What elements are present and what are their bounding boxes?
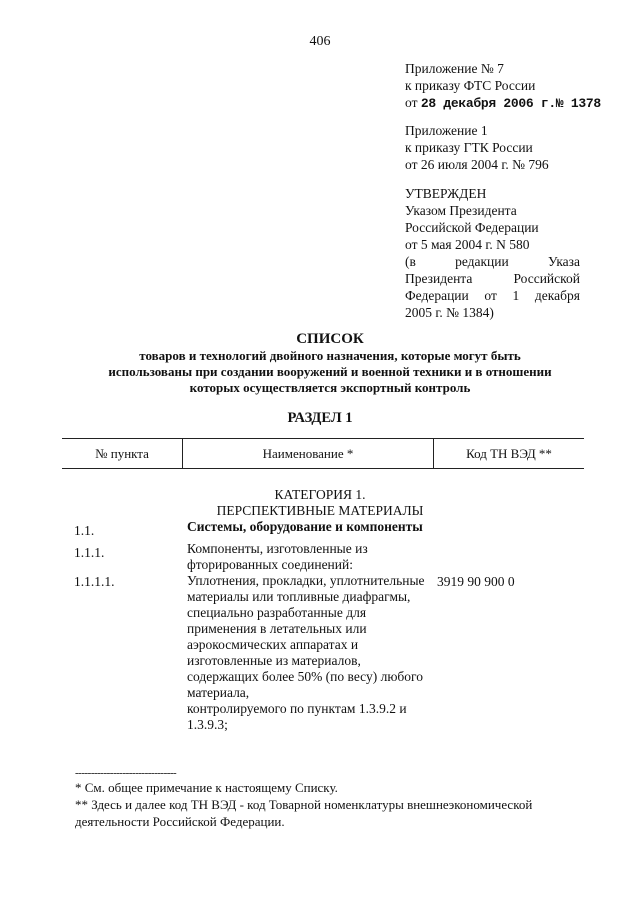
item-name-line: фторированных соединений: bbox=[187, 557, 353, 572]
approved-line-6 bbox=[405, 270, 580, 287]
approved-line-7 bbox=[405, 287, 580, 304]
category-heading bbox=[180, 487, 460, 519]
item-name-line: контролируемого по пунктам 1.3.9.2 и bbox=[187, 701, 407, 716]
footnotes bbox=[75, 779, 595, 830]
title-sub-1: товаров и технологий двойного назначения, которые могут быть bbox=[139, 348, 521, 363]
appendix-1-date: от 26 июля 2004 г. № 796 bbox=[405, 157, 549, 172]
item-name-line: Уплотнения, прокладки, уплотнительные bbox=[187, 573, 425, 588]
appendix-7-order: к приказу ФТС России bbox=[405, 78, 536, 93]
col-code-header: Код ТН ВЭД ** bbox=[434, 439, 585, 469]
approved-word: Президента bbox=[405, 271, 473, 286]
item-name-line: Компоненты, изготовленные из bbox=[187, 541, 368, 556]
title-sub-2: использованы при создании вооружений и военной техники и в отношении bbox=[108, 364, 552, 379]
category-number: КАТЕГОРИЯ 1. bbox=[274, 487, 366, 502]
col-name-header: Наименование * bbox=[183, 439, 434, 469]
approved-line-4: от 5 мая 2004 г. N 580 bbox=[405, 237, 530, 252]
appendix-7-block bbox=[405, 60, 601, 112]
approved-word: Федерации bbox=[405, 288, 469, 303]
page-number: 406 bbox=[309, 34, 331, 49]
title-sub-3: которых осуществляется экспортный контроль bbox=[189, 380, 471, 395]
item-name-line: применения в летательных или bbox=[187, 621, 367, 636]
appendix-1-title: Приложение 1 bbox=[405, 123, 488, 138]
item-name bbox=[187, 541, 417, 573]
item-number: 1.1.1. bbox=[74, 545, 105, 560]
document-title bbox=[60, 331, 600, 396]
item-name bbox=[187, 573, 425, 733]
item-name bbox=[187, 519, 423, 535]
appendix-7-date-prefix: от bbox=[405, 95, 418, 110]
category-title: ПЕРСПЕКТИВНЫЕ МАТЕРИАЛЫ bbox=[216, 503, 424, 518]
approved-word: 1 bbox=[512, 288, 520, 303]
appendix-7-title: Приложение № 7 bbox=[405, 61, 504, 76]
item-name-line: аэрокосмических аппаратах и bbox=[187, 637, 359, 652]
table-header bbox=[62, 438, 584, 469]
approved-block bbox=[405, 185, 580, 321]
title-main: СПИСОК bbox=[296, 331, 364, 347]
footnote-2-line-1: ** Здесь и далее код ТН ВЭД - код Товарной номенклатуры внешнеэкономической bbox=[75, 797, 533, 812]
item-number: 1.1.1.1. bbox=[74, 574, 115, 589]
item-name-line: содержащих более 50% (по весу) любого bbox=[187, 669, 423, 684]
appendix-1-block bbox=[405, 122, 580, 173]
item-name-line: специально разработанные для bbox=[187, 605, 367, 620]
appendix-1-order: к приказу ГТК России bbox=[405, 140, 533, 155]
approved-word: Указа bbox=[547, 254, 580, 269]
handwritten-date: 28 декабря 2006 г.№ 1378 bbox=[420, 96, 601, 111]
approved-word: редакции bbox=[455, 254, 509, 269]
item-name-line: материала, bbox=[187, 685, 250, 700]
approved-word: декабря bbox=[534, 288, 580, 303]
item-name-line: изготовленные из материалов, bbox=[187, 653, 361, 668]
section-heading: РАЗДЕЛ 1 bbox=[287, 410, 353, 426]
item-code: 3919 90 900 0 bbox=[437, 574, 515, 589]
footnote-2-line-2: деятельности Российской Федерации. bbox=[75, 814, 285, 829]
approved-word: (в bbox=[405, 254, 416, 269]
appendix-7-date bbox=[405, 94, 601, 112]
approved-line-8: 2005 г. № 1384) bbox=[405, 305, 494, 320]
item-number: 1.1. bbox=[74, 523, 95, 538]
approved-word: от bbox=[484, 288, 497, 303]
item-name-line: 1.3.9.3; bbox=[187, 717, 228, 732]
approved-word: Российской bbox=[513, 271, 580, 286]
item-name-line: Системы, оборудование и компоненты bbox=[187, 519, 423, 534]
footnote-1: * См. общее примечание к настоящему Списку. bbox=[75, 780, 338, 795]
approved-line-5 bbox=[405, 253, 580, 270]
approved-heading: УТВЕРЖДЕН bbox=[405, 186, 487, 201]
approved-line-2: Указом Президента bbox=[405, 203, 517, 218]
col-number-header: № пункта bbox=[62, 439, 183, 469]
item-name-line: материалы или топливные диафрагмы, bbox=[187, 589, 411, 604]
footnote-separator: -------------------------------- bbox=[75, 767, 177, 779]
approved-line-3: Российской Федерации bbox=[405, 220, 539, 235]
